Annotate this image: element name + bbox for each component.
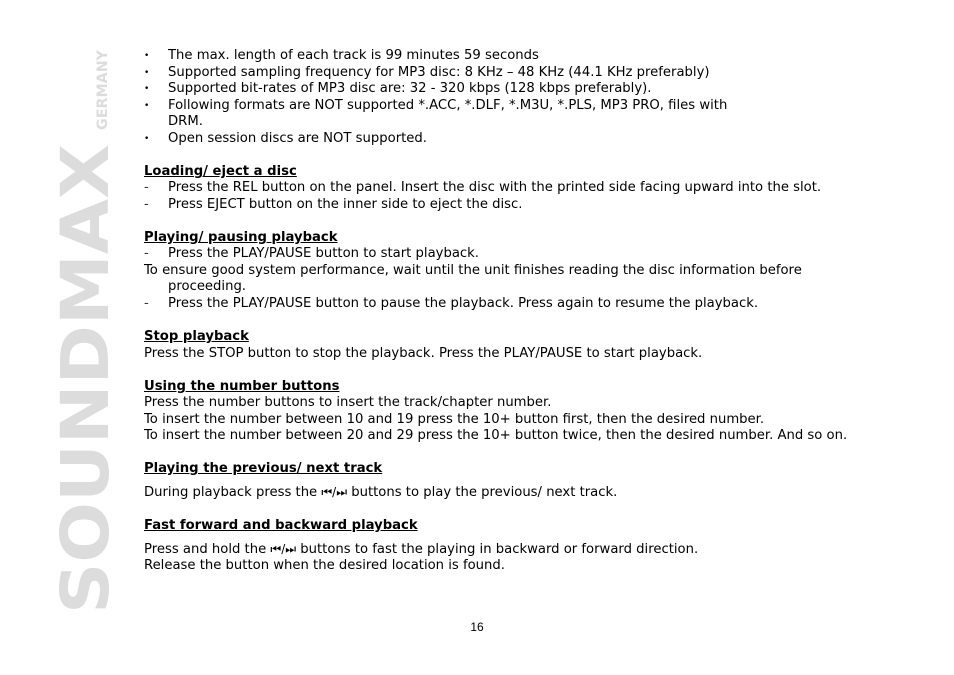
bullet-text: Following formats are NOT supported *.ACC, *.DLF, *.M3U, *.PLS, MP3 PRO, files with <box>168 98 728 113</box>
paragraph-text <box>144 484 617 502</box>
instruction-text: Press the PLAY/PAUSE button to pause the playback. Press again to resume the playback. <box>168 296 759 311</box>
bullet-mark: • <box>144 101 150 111</box>
dash-mark: - <box>144 197 149 212</box>
section-heading-loading: Loading/ eject a disc <box>144 164 297 179</box>
soundmax-logo <box>47 48 124 618</box>
paragraph-text-end: buttons to fast the playing in backward or forward direction. <box>300 542 699 557</box>
page-number: 16 <box>470 620 484 634</box>
paragraph-text: To insert the number between 10 and 19 press the 10+ button first, then the desired number. <box>144 412 765 427</box>
bullet-text: Supported sampling frequency for MP3 disc: 8 KHz – 48 KHz (44.1 KHz preferably) <box>168 65 710 80</box>
dash-mark: - <box>144 296 149 311</box>
instruction-text: Press the PLAY/PAUSE button to start playback. <box>168 246 479 261</box>
instruction-text: Press EJECT button on the inner side to eject the disc. <box>168 197 523 212</box>
dash-mark: - <box>144 180 149 195</box>
paragraph-text-start: Press and hold the <box>144 542 267 557</box>
section-heading-fast: Fast forward and backward playback <box>144 518 418 533</box>
bullet-text: The max. length of each track is 99 minutes 59 seconds <box>168 48 539 63</box>
bullet-text: Open session discs are NOT supported. <box>168 131 427 146</box>
paragraph-text: Release the button when the desired location is found. <box>144 558 505 573</box>
section-heading-prevnext: Playing the previous/ next track <box>144 461 383 476</box>
bullet-text: Supported bit-rates of MP3 disc are: 32 - 320 kbps (128 kbps preferably). <box>168 81 652 96</box>
section-heading-stop: Stop playback <box>144 329 249 344</box>
bullet-mark: • <box>144 134 150 144</box>
bullet-text: DRM. <box>168 114 203 129</box>
instruction-text: Press the REL button on the panel. Insert the disc with the printed side facing upward into the slot. <box>168 180 822 195</box>
paragraph-text-end: buttons to play the previous/ next track. <box>351 485 618 500</box>
note-text-continuation: proceeding. <box>168 279 247 294</box>
logo-brand: SOUNDMAX <box>47 179 124 614</box>
paragraph-text: Press the number buttons to insert the track/chapter number. <box>144 395 552 410</box>
paragraph-text <box>144 541 698 559</box>
prev-next-icon: ⏮/⏭ <box>321 485 348 499</box>
prev-next-icon: ⏮/⏭ <box>270 542 297 556</box>
section-heading-playing: Playing/ pausing playback <box>144 230 338 245</box>
paragraph-text-start: During playback press the <box>144 485 318 500</box>
paragraph-text: To insert the number between 20 and 29 press the 10+ button twice, then the desired number. And so on. <box>144 428 848 443</box>
paragraph-text: Press the STOP button to stop the playback. Press the PLAY/PAUSE to start playback. <box>144 346 703 361</box>
dash-mark: - <box>144 246 149 261</box>
bullet-mark: • <box>144 84 150 94</box>
logo-sub: GERMANY <box>95 51 111 130</box>
note-text: To ensure good system performance, wait until the unit finishes reading the disc information before <box>144 263 802 278</box>
section-heading-numbers: Using the number buttons <box>144 379 340 394</box>
bullet-mark: • <box>144 51 150 61</box>
bullet-mark: • <box>144 68 150 78</box>
